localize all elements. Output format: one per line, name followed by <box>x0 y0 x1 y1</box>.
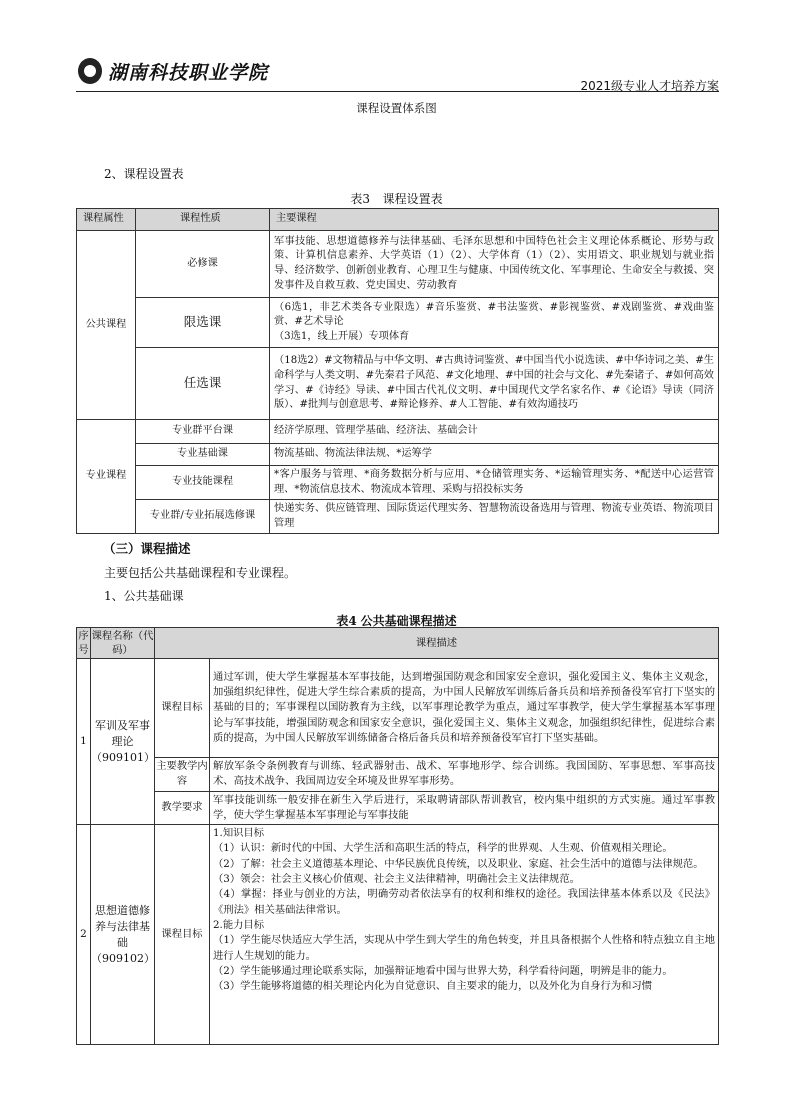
course-setup-table <box>76 208 719 534</box>
course-name: 军训及军事理论 <box>95 718 150 748</box>
table-row <box>77 420 719 444</box>
header-cell: 课程名称（代码） <box>91 628 155 659</box>
objective-line: 2.能力目标 <box>213 918 265 931</box>
objective-line: （3）领会：社会主义核心价值观、社会主义法律精神，明确社会主义法律规范。 <box>213 873 580 886</box>
public-courses-label: 公共课程 <box>77 231 136 420</box>
table-row <box>77 791 719 825</box>
row-text: 解放军条令条例教育与训练、轻武器射击、战术、军事地形学、综合训练。我国国防、军事思想、军事高技术、高技术战争、我国周边安全环境及世界军事形势。 <box>210 758 719 792</box>
section-3-intro: 主要包括公共基础课程和专业课程。 <box>104 566 297 580</box>
course-list <box>270 298 719 348</box>
course-list: （18选2）#文物精品与中华文明、#古典诗词鉴赏、#中国当代小说选读、#中华诗词之美、#生命科学与人类文明、#先秦君子风范、#文化地理、#中国的社会与文化、#先秦诸子、#如何高效学习、#《诗经》导读、#中国古代礼仪文明、#中国现代文学名家名作、#《论语》导读（同济版）、#批判与创意思考、#辩论修养、#人工智能、#有效沟通技巧 <box>270 348 719 420</box>
table-row <box>77 298 719 348</box>
row-text: 通过军训，使大学生掌握基本军事技能，达到增强国防观念和国家安全意识，强化爱国主义、集体主义观念，加强组织纪律性，促进大学生综合素质的提高，为中国人民解放军训练后备兵员和培养预备役军官打下坚实的基础的目的；军事课程以国防教育为主线，以军事理论教学为重点，通过军事教学，使大学生掌握基本军事理论与军事技能，增强国防观念和国家安全意识，强化爱国主义、集体主义观念，加强组织纪律性，促进综合素质的提高，为中国人民解放军训练储备合格后备兵员和培养预备役军官打下坚实基础。 <box>210 659 719 758</box>
course-name-cell <box>91 825 155 1045</box>
section-3-subtitle: 1、公共基础课 <box>104 589 184 603</box>
table-3-caption <box>0 190 793 207</box>
table-row <box>77 231 719 298</box>
header-cell: 课程属性 <box>77 209 136 231</box>
course-nature: 必修课 <box>136 231 270 298</box>
section-2-title: 2、课程设置表 <box>104 167 184 181</box>
header-cell: 课程性质 <box>136 209 270 231</box>
objective-line: （3）学生能够将道德的相关理论内化为自觉意识、自主要求的能力，以及外化为自身行为和习惯 <box>213 980 653 993</box>
course-name: 思想道德修养与法律基础 <box>95 903 150 949</box>
objective-line: 1.知识目标 <box>213 827 265 840</box>
objective-line: （2）了解：社会主义道德基本理论、中华民族优良传统，以及职业、家庭、社会生活中的道德与法律规范。 <box>213 857 704 870</box>
row-text <box>210 825 719 1045</box>
school-name: 湖南科技职业学院 <box>108 62 269 84</box>
table-header-row <box>77 628 719 659</box>
course-list: 经济学原理、管理学基础、经济法、基础会计 <box>270 420 719 444</box>
table-row <box>77 500 719 534</box>
page-header <box>76 58 719 94</box>
table-row <box>77 444 719 466</box>
row-number: 2 <box>77 825 91 1045</box>
course-nature: 专业基础课 <box>136 444 270 466</box>
objective-line: （4）掌握：择业与创业的方法，明确劳动者依法享有的权利和维权的途径。我国法律基本体系以及《民法》《刑法》相关基础法律常识。 <box>213 888 715 916</box>
course-name-cell <box>91 659 155 825</box>
course-nature: 限选课 <box>136 298 270 348</box>
professional-courses-label: 专业课程 <box>77 420 136 534</box>
table-4-number: 表4 <box>336 614 357 628</box>
table-row <box>77 348 719 420</box>
row-label: 教学要求 <box>155 791 210 825</box>
row-number: 1 <box>77 659 91 825</box>
table-row <box>77 659 719 758</box>
table-4-title: 公共基础课程描述 <box>360 614 457 628</box>
objective-line: （2）学生能够通过理论联系实际，加强辩证地看中国与世界大势，科学看待问题，明辨是非的能力。 <box>213 964 673 977</box>
header-cell: 序号 <box>77 628 91 659</box>
document-title: 2021级专业人才培养方案 <box>580 79 719 93</box>
table-row <box>77 825 719 1045</box>
course-list: 物流基础、物流法律法规、*运筹学 <box>270 444 719 466</box>
row-text: 军事技能训练一般安排在新生入学后进行，采取聘请部队帮训教官，校内集中组织的方式实施。通过军事教学，使大学生掌握基本军事理论与军事技能 <box>210 791 719 825</box>
sports-elective: （3选1，线上开展）专项体育 <box>274 330 410 342</box>
table-row <box>77 466 719 500</box>
objective-line: （1）认识：新时代的中国、大学生活和高职生活的特点，科学的世界观、人生观、价值观相关理论。 <box>213 842 673 855</box>
course-nature: 专业群平台课 <box>136 420 270 444</box>
course-description-table <box>76 627 719 1045</box>
row-label: 课程目标 <box>155 825 210 1045</box>
objective-line: （1）学生能尽快适应大学生活，实现从中学生到大学生的角色转变，并且具备根据个人性格和特点独立自主地进行人生规划的能力。 <box>213 934 715 962</box>
table-row <box>77 758 719 792</box>
course-nature: 任选课 <box>136 348 270 420</box>
table-3-number: 表3 <box>350 192 371 206</box>
header-divider <box>76 91 719 92</box>
course-nature: 专业群/专业拓展选修课 <box>136 500 270 534</box>
course-code: （909101） <box>91 750 155 764</box>
course-code: （909102） <box>91 951 155 965</box>
table-header-row <box>77 209 719 231</box>
table-3-title: 课程设置表 <box>382 192 443 206</box>
course-list: 快递实务、供应链管理、国际货运代理实务、智慧物流设备选用与管理、物流专业英语、物流项目管理 <box>270 500 719 534</box>
course-list: 军事技能、思想道德修养与法律基础、毛泽东思想和中国特色社会主义理论体系概论、形势与政策、计算机信息素养、大学英语（1）（2）、大学体育（1）（2）、实用语文、职业规划与就业指导、经济数学、创新创业教育、心理卫生与健康、中国传统文化、军事理论、生命安全与救援、突发事件及自救互救、党史国史、劳动教育 <box>270 231 719 298</box>
row-label: 课程目标 <box>155 659 210 758</box>
section-3-title: （三）课程描述 <box>103 541 191 556</box>
diagram-caption: 课程设置体系图 <box>356 101 437 115</box>
course-list: *客户服务与管理、*商务数据分析与应用、*仓储管理实务、*运输管理实务、*配送中心运营管理、*物流信息技术、物流成本管理、采购与招投标实务 <box>270 466 719 500</box>
school-logo-icon <box>78 58 102 84</box>
header-cell: 主要课程 <box>270 209 719 231</box>
elective-list: （6选1，非艺术类各专业限选）#音乐鉴赏、#书法鉴赏、#影视鉴赏、#戏剧鉴赏、#戏曲鉴赏、#艺术导论 <box>274 301 714 328</box>
header-cell: 课程描述 <box>155 628 719 659</box>
course-nature: 专业技能课程 <box>136 466 270 500</box>
row-label: 主要教学内容 <box>155 758 210 792</box>
